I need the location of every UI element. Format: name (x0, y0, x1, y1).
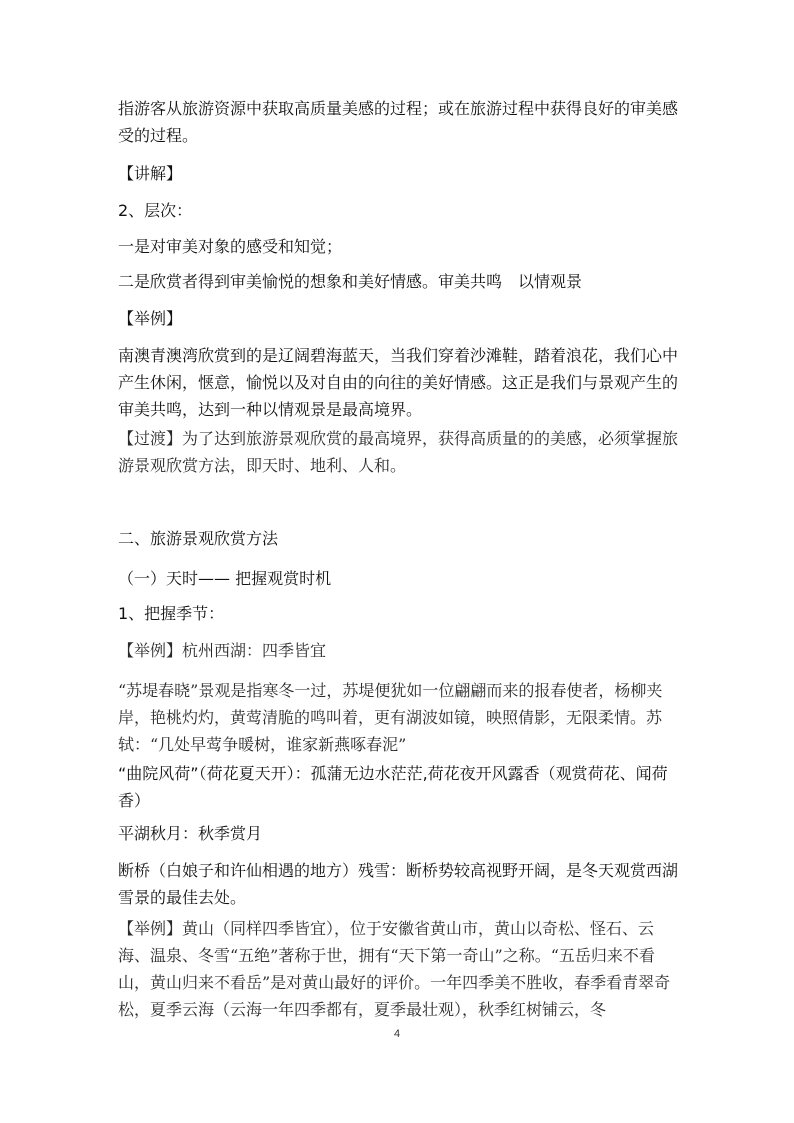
paragraph-example-label: 【举例】 (118, 309, 183, 328)
section-heading-methods: 二、旅游景观欣赏方法 (118, 529, 279, 548)
paragraph-sudi-spring: “苏堤春晓”景观是指寒冬一过，苏堤便犹如一位翩翩而来的报春使者，杨柳夹岸，艳桃灼灼，黄莺清脆的鸣叫着，更有湖波如镜，映照倩影，无限柔情。苏轼：“几处早莺争暖树，谁家新燕啄春泥” (118, 681, 663, 754)
paragraph-season-heading: 1、把握季节： (118, 604, 225, 623)
paragraph-quyuan-lotus: “曲院风荷”（荷花夏天开）：孤蒲无边水茫茫,荷花夜开风露香（观赏荷花、闻荷香） (118, 764, 668, 810)
subsection-heading-timing: （一）天时—— 把握观赏时机 (118, 569, 332, 588)
paragraph-level-one: 一是对审美对象的感受和知觉； (118, 237, 343, 256)
paragraph-nanao-example: 南澳青澳湾欣赏到的是辽阔碧海蓝天，当我们穿着沙滩鞋，踏着浪花，我们心中产生休闲，惬意，愉悦以及对自由的向往的美好情感。这正是我们与景观产生的审美共鸣，达到一种以情观景是最高境界。 (118, 346, 679, 419)
paragraph-huangshan-example: 【举例】黄山（同样四季皆宜），位于安徽省黄山市，黄山以奇松、怪石、云海、温泉、冬雪“五绝”著称于世，拥有“天下第一奇山”之称。“五岳归来不看山，黄山归来不看岳”是对黄山最好的评价。一年四季美不胜收，春季看青翠奇松，夏季云海（云海一年四季都有，夏季最壮观），秋季红树铺云，冬 (118, 919, 671, 1019)
paragraph-levels-heading: 2、层次： (118, 201, 193, 220)
paragraph-level-two: 二是欣赏者得到审美愉悦的想象和美好情感。审美共鸣 以情观景 (118, 272, 583, 291)
paragraph-westlake-example: 【举例】杭州西湖：四季皆宜 (118, 641, 327, 660)
paragraph-transition: 【过渡】为了达到旅游景观欣赏的最高境界，获得高质量的的美感，必须掌握旅游景观欣赏方法，即天时、地利、人和。 (118, 429, 679, 475)
paragraph-explanation-label: 【讲解】 (118, 164, 183, 183)
paragraph-broken-bridge-snow: 断桥（白娘子和许仙相遇的地方）残雪：断桥势较高视野开阔，是冬天观赏西湖雪景的最佳去处。 (118, 861, 679, 907)
page-number: 4 (393, 1028, 401, 1040)
paragraph-pinghu-moon: 平湖秋月：秋季赏月 (118, 824, 263, 843)
paragraph-definition: 指游客从旅游资源中获取高质量美感的过程；或在旅游过程中获得良好的审美感受的过程。 (118, 99, 679, 145)
